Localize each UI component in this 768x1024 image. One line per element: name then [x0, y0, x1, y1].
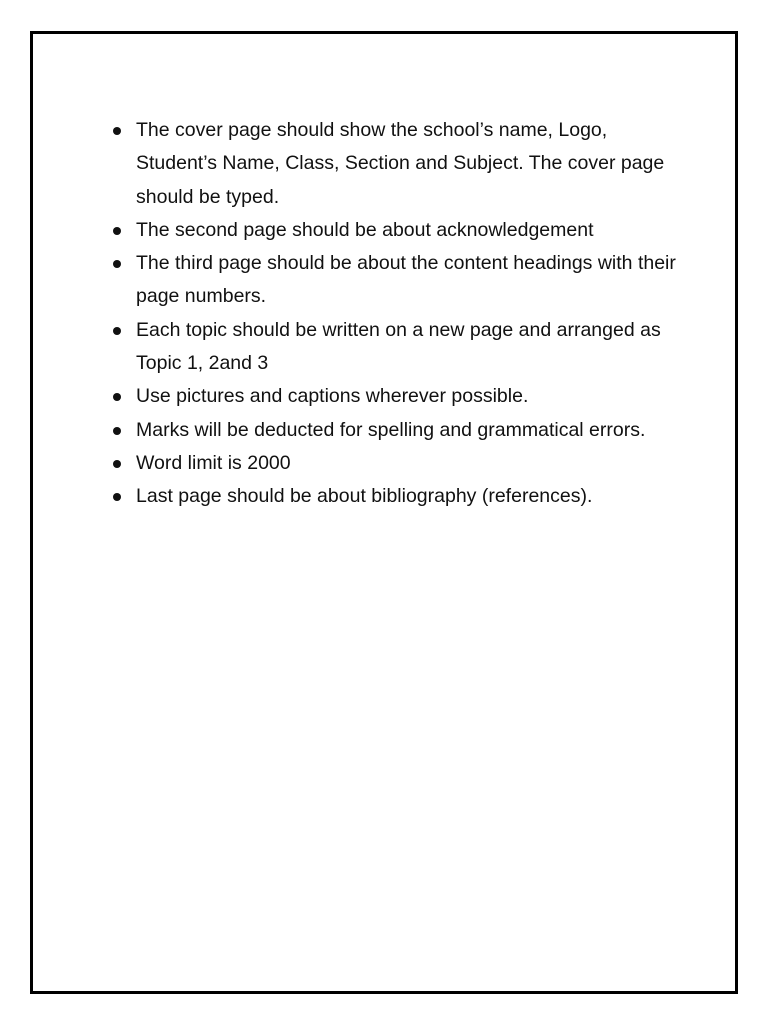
bullet-icon: [113, 427, 121, 435]
instruction-text: The second page should be about acknowledgement: [136, 218, 594, 241]
instruction-text: Last page should be about bibliography (references).: [136, 485, 593, 508]
instruction-text: Marks will be deducted for spelling and grammatical errors.: [136, 418, 646, 441]
instructions-list: [107, 114, 677, 514]
list-item: [107, 447, 677, 480]
bullet-icon: [113, 460, 121, 468]
instruction-text: Use pictures and captions wherever possible.: [136, 385, 529, 408]
instruction-text: Each topic should be written on a new page and arranged as Topic 1, 2and 3: [136, 318, 661, 375]
list-item: [107, 247, 677, 314]
list-item: [107, 380, 677, 413]
bullet-icon: [113, 493, 121, 501]
bullet-icon: [113, 127, 121, 135]
instruction-text: The third page should be about the content headings with their page numbers.: [136, 252, 676, 308]
bullet-icon: [113, 327, 121, 335]
bullet-icon: [113, 227, 121, 235]
list-item: [107, 114, 677, 214]
instruction-text: Word limit is 2000: [136, 451, 291, 474]
bullet-icon: [113, 260, 121, 268]
list-item: [107, 214, 677, 247]
list-item: [107, 314, 677, 381]
instruction-text: The cover page should show the school’s name, Logo, Student’s Name, Class, Section and Subject. The cover page should be typed.: [136, 119, 665, 208]
list-item: [107, 414, 677, 447]
bullet-icon: [113, 393, 121, 401]
list-item: [107, 480, 677, 513]
